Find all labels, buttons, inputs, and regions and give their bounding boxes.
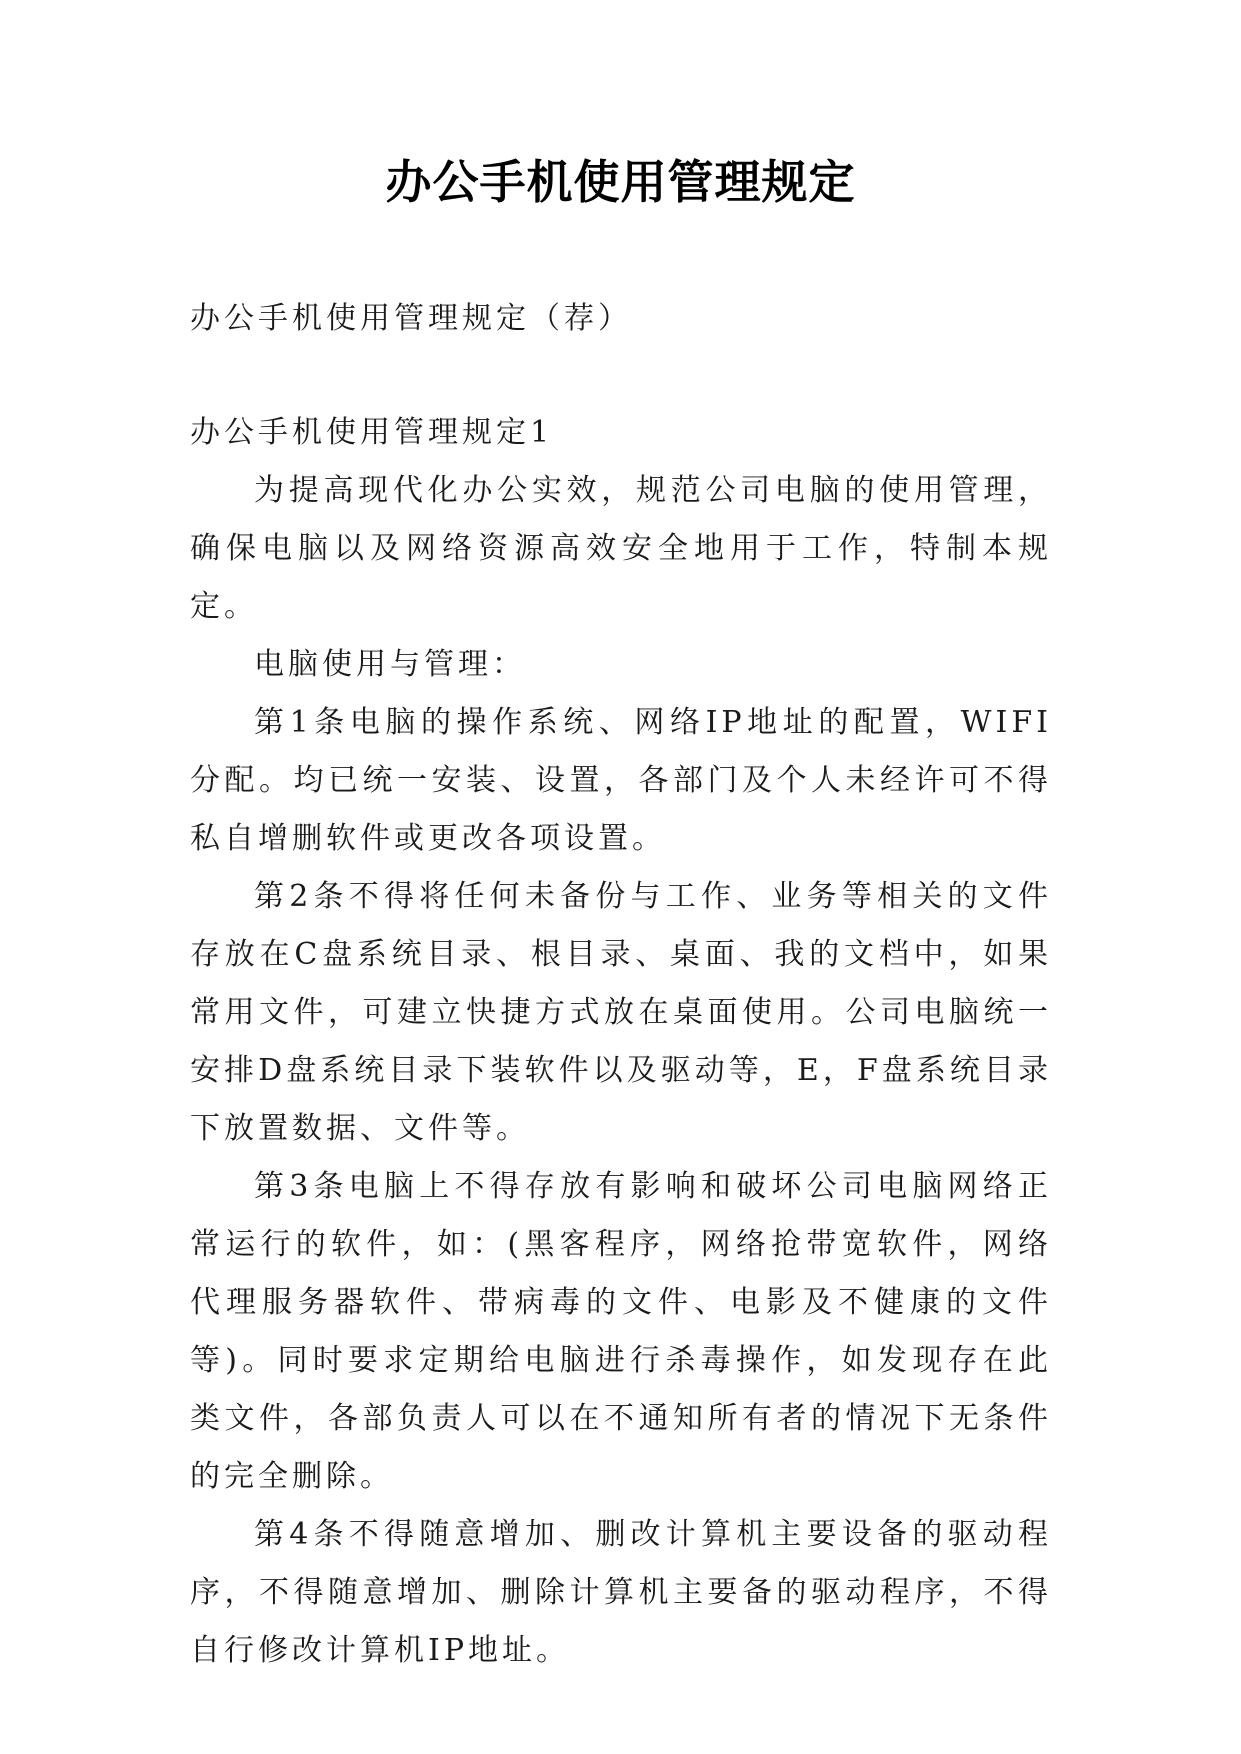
paragraph-article-3: 第3条电脑上不得存放有影响和破坏公司电脑网络正常运行的软件，如：(黑客程序，网络抢带宽软件，网络代理服务器软件、带病毒的文件、电影及不健康的文件等)。同时要求定期给电脑进行杀毒操作，如发现存在此类文件，各部负责人可以在不通知所有者的情况下无条件的完全删除。	[190, 1169, 1052, 1494]
paragraph-intro: 为提高现代化办公实效，规范公司电脑的使用管理，确保电脑以及网络资源高效安全地用于工作，特制本规定。	[190, 473, 1052, 624]
paragraph-article-2: 第2条不得将任何未备份与工作、业务等相关的文件存放在C盘系统目录、根目录、桌面、我的文档中，如果常用文件，可建立快捷方式放在桌面使用。公司电脑统一安排D盘系统目录下装软件以及驱动等，E，F盘系统目录下放置数据、文件等。	[190, 879, 1052, 1146]
document-subtitle: 办公手机使用管理规定（荐）	[190, 301, 632, 336]
document-title: 办公手机使用管理规定	[385, 155, 856, 209]
paragraph-section-label: 电脑使用与管理：	[254, 647, 526, 682]
document-body	[190, 290, 1052, 1680]
section-heading: 办公手机使用管理规定1	[190, 415, 554, 450]
paragraph-article-1: 第1条电脑的操作系统、网络IP地址的配置，WIFI分配。均已统一安装、设置，各部门及个人未经许可不得私自增删软件或更改各项设置。	[190, 705, 1052, 856]
paragraph-article-4: 第4条不得随意增加、删改计算机主要设备的驱动程序，不得随意增加、删除计算机主要备的驱动程序，不得自行修改计算机IP地址。	[190, 1517, 1052, 1668]
